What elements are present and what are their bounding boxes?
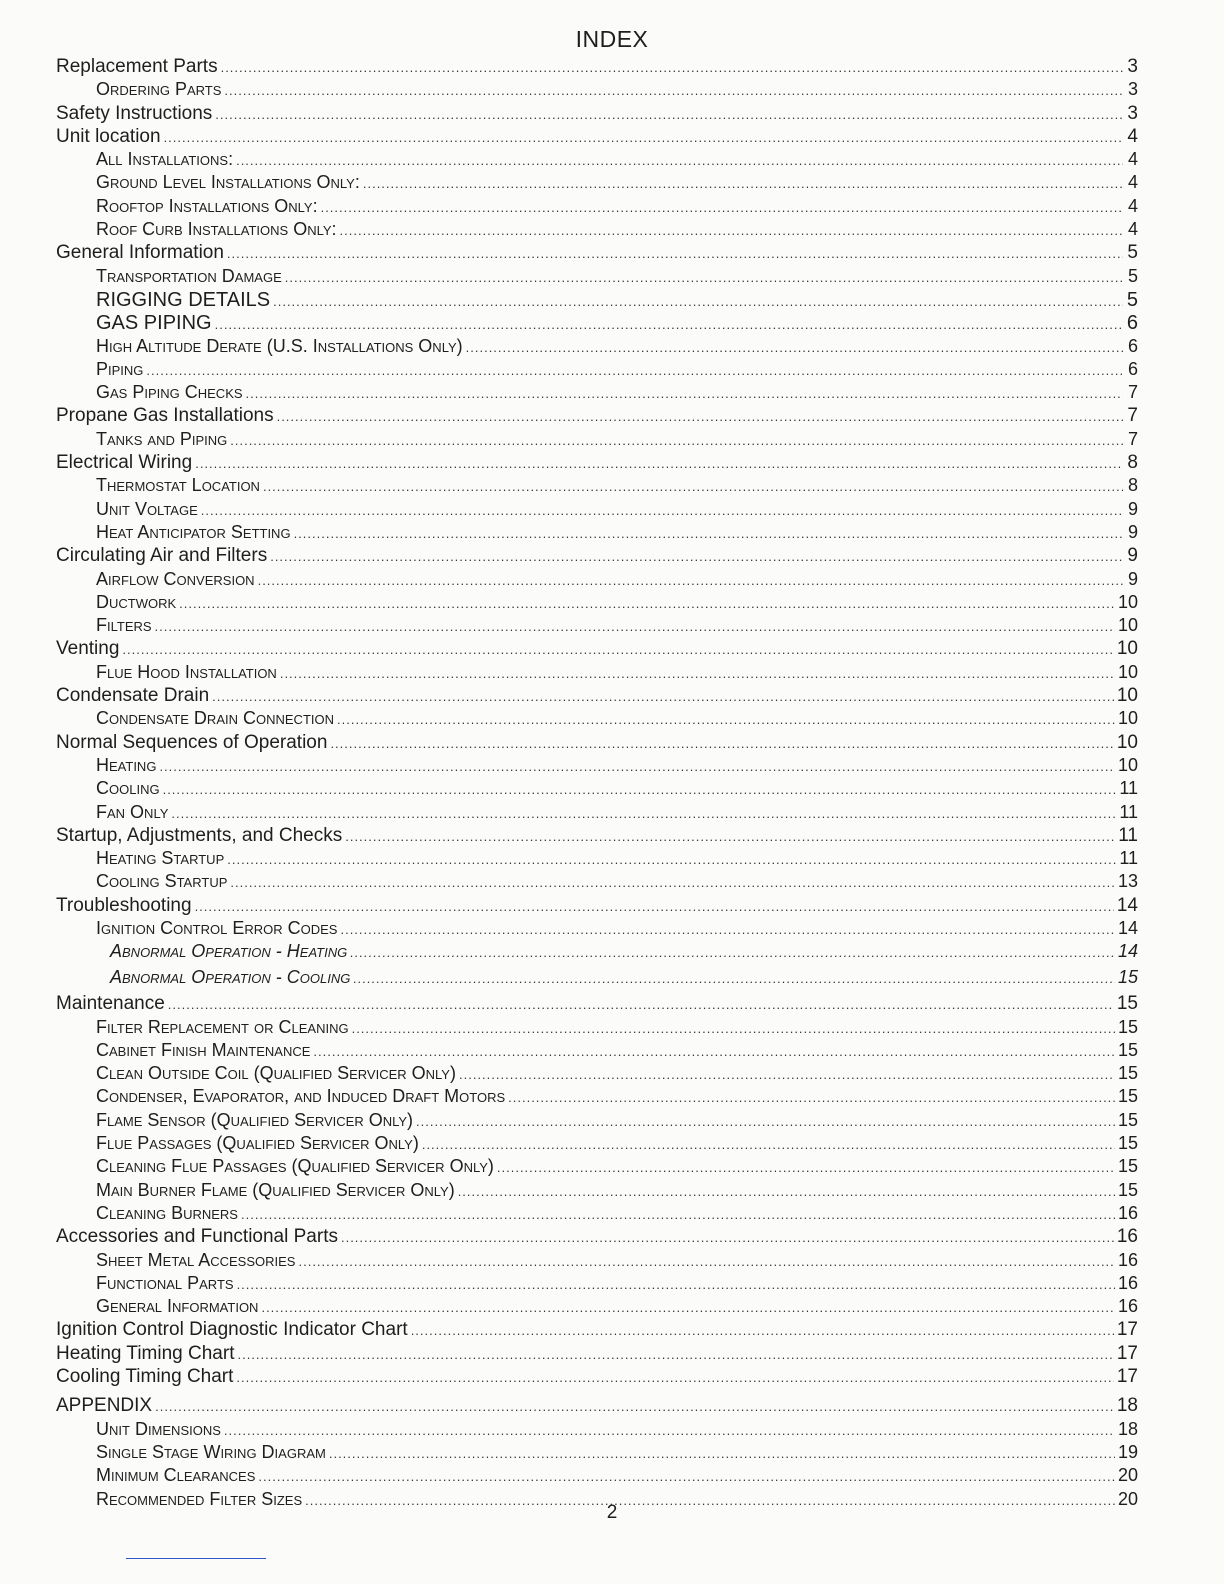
toc-entry-label: Fan Only [96, 801, 169, 822]
toc-entry-page: 9 [1127, 498, 1138, 519]
toc-entry[interactable] [56, 382, 1138, 405]
dot-leader [224, 83, 1123, 98]
toc-entry-label: Cleaning Flue Passages (Qualified Servicer Only) [96, 1156, 494, 1177]
dot-leader [277, 409, 1123, 424]
toc-entry[interactable] [56, 941, 1138, 967]
dot-leader [230, 433, 1123, 448]
toc-entry-page: 6 [1126, 312, 1138, 335]
toc-entry[interactable] [56, 1017, 1138, 1040]
toc-entry-page: 15 [1117, 1016, 1138, 1037]
toc-entry-page: 14 [1116, 894, 1138, 916]
toc-entry[interactable] [56, 1419, 1138, 1442]
toc-entry[interactable] [56, 1465, 1138, 1488]
toc-entry-page: 15 [1117, 967, 1138, 988]
toc-entry-label: Startup, Adjustments, and Checks [56, 824, 343, 846]
toc-entry[interactable] [56, 1343, 1138, 1366]
toc-entry[interactable] [56, 1273, 1138, 1296]
toc-entry[interactable] [56, 1319, 1138, 1342]
toc-entry[interactable] [56, 1442, 1138, 1465]
toc-entry[interactable] [56, 475, 1138, 498]
toc-entry[interactable] [56, 1180, 1138, 1203]
toc-entry-label: Electrical Wiring [56, 452, 193, 474]
toc-entry-page: 17 [1116, 1342, 1138, 1364]
toc-entry-page: 15 [1117, 1179, 1138, 1200]
toc-entry-label: Unit location [56, 125, 161, 147]
dot-leader [163, 782, 1117, 797]
toc-entry-label: Abnormal Operation - Cooling [110, 967, 351, 988]
toc-entry-page: 8 [1127, 452, 1138, 474]
toc-entry-page: 5 [1127, 242, 1138, 264]
dot-leader [411, 1323, 1114, 1338]
toc-entry[interactable] [56, 802, 1138, 825]
toc-entry[interactable] [56, 1133, 1138, 1156]
dot-leader [352, 1021, 1115, 1036]
dot-leader [221, 60, 1123, 75]
toc-entry-label: Unit Voltage [96, 498, 198, 519]
toc-entry-page: 4 [1127, 219, 1138, 240]
dot-leader [422, 1137, 1115, 1152]
dot-leader [280, 666, 1115, 681]
toc-entry-page: 18 [1116, 1395, 1138, 1417]
dot-leader [215, 317, 1123, 332]
dot-leader [329, 1446, 1115, 1461]
dot-leader [155, 1399, 1114, 1414]
dot-leader [224, 1423, 1115, 1438]
dot-leader [168, 997, 1114, 1012]
toc-entry-label: Sheet Metal Accessories [96, 1249, 296, 1270]
dot-leader [321, 200, 1123, 215]
dot-leader [416, 1114, 1115, 1129]
toc-entry[interactable] [56, 1250, 1138, 1273]
toc-entry[interactable] [56, 755, 1138, 778]
toc-entry-label: Maintenance [56, 993, 165, 1015]
dot-leader [341, 1230, 1114, 1245]
toc-entry-page: 8 [1127, 475, 1138, 496]
toc-entry-page: 17 [1116, 1366, 1138, 1388]
toc-entry[interactable] [56, 1203, 1138, 1226]
toc-entry-label: Venting [56, 638, 120, 660]
toc-entry-page: 16 [1117, 1202, 1138, 1223]
dot-leader [171, 806, 1116, 821]
toc-entry[interactable] [56, 405, 1138, 428]
toc-entry-label: Cooling Startup [96, 871, 228, 892]
toc-entry-page: 7 [1127, 428, 1138, 449]
dot-leader [294, 526, 1123, 541]
toc-entry-page: 3 [1127, 79, 1138, 100]
toc-entry[interactable] [56, 452, 1138, 475]
dot-leader [212, 689, 1114, 704]
toc-entry-label: Flue Passages (Qualified Servicer Only) [96, 1133, 419, 1154]
dot-leader [122, 642, 1113, 657]
toc-entry-label: Clean Outside Coil (Qualified Servicer Only) [96, 1063, 456, 1084]
toc-entry-label: Safety Instructions [56, 102, 213, 124]
toc-entry-label: Abnormal Operation - Heating [110, 941, 348, 962]
toc-entry-page: 15 [1117, 1039, 1138, 1060]
toc-entry-page: 18 [1117, 1418, 1138, 1439]
toc-entry[interactable] [56, 336, 1138, 359]
toc-entry-page: 11 [1119, 848, 1138, 869]
toc-entry-page: 10 [1116, 731, 1138, 753]
toc-entry-page: 15 [1117, 1156, 1138, 1177]
toc-entry[interactable] [56, 545, 1138, 568]
toc-entry-label: GAS PIPING [96, 312, 212, 335]
page-number: 2 [606, 1502, 618, 1523]
toc-entry[interactable] [56, 825, 1138, 848]
scan-edge-line [126, 1558, 266, 1559]
dot-leader [270, 549, 1123, 564]
toc-entry[interactable] [56, 871, 1138, 894]
dot-leader [236, 1370, 1113, 1385]
dot-leader [236, 153, 1123, 168]
dot-leader [363, 176, 1123, 191]
dot-leader [246, 386, 1123, 401]
toc-entry[interactable] [56, 126, 1138, 149]
toc-entry-page: 10 [1116, 685, 1138, 707]
toc-entry-label: Unit Dimensions [96, 1418, 221, 1439]
toc-entry-page: 14 [1117, 917, 1138, 938]
dot-leader [458, 1184, 1115, 1199]
toc-entry-page: 5 [1127, 265, 1138, 286]
dot-leader [155, 619, 1115, 634]
toc-entry-label: General Information [96, 1296, 259, 1317]
dot-leader [258, 573, 1123, 588]
dot-leader [508, 1090, 1115, 1105]
toc-entry[interactable] [56, 848, 1138, 871]
toc-entry-label: Ground Level Installations Only: [96, 172, 360, 193]
dot-leader [227, 246, 1123, 261]
toc-entry[interactable] [56, 1086, 1138, 1109]
toc-entry[interactable] [56, 56, 1138, 79]
toc-entry-page: 10 [1117, 754, 1138, 775]
toc-entry[interactable] [56, 685, 1138, 708]
toc-entry-page: 20 [1117, 1488, 1138, 1509]
toc-entry[interactable] [56, 79, 1138, 102]
toc-entry-label: Recommended Filter Sizes [96, 1488, 303, 1509]
toc-entry-label: All Installations: [96, 149, 234, 170]
toc-entry-label: Filter Replacement or Cleaning [96, 1016, 349, 1037]
toc-entry-label: Main Burner Flame (Qualified Servicer Only) [96, 1179, 455, 1200]
toc-entry[interactable] [56, 778, 1138, 801]
toc-entry-page: 13 [1117, 871, 1138, 892]
toc-entry-page: 15 [1116, 993, 1138, 1015]
toc-entry-label: Gas Piping Checks [96, 382, 243, 403]
toc-entry-label: Troubleshooting [56, 894, 192, 916]
toc-entry-page: 19 [1117, 1441, 1138, 1462]
toc-entry-page: 7 [1127, 382, 1138, 403]
toc-entry-page: 14 [1117, 941, 1138, 962]
dot-leader [237, 1277, 1115, 1292]
toc-entry[interactable] [56, 1395, 1138, 1418]
toc-entry-label: Heating [96, 754, 157, 775]
toc-entry-page: 10 [1117, 591, 1138, 612]
toc-entry-label: RIGGING DETAILS [96, 288, 271, 311]
toc-entry-page: 4 [1127, 125, 1138, 147]
toc-entry[interactable] [56, 1110, 1138, 1133]
toc-entry-label: Heat Anticipator Setting [96, 521, 291, 542]
toc-entry-label: Heating Startup [96, 848, 225, 869]
toc-entry-page: 9 [1127, 568, 1138, 589]
toc-entry[interactable] [56, 149, 1138, 172]
toc-entry[interactable] [56, 103, 1138, 126]
toc-entry[interactable] [56, 312, 1138, 335]
dot-leader [263, 479, 1123, 494]
toc-entry-page: 16 [1117, 1296, 1138, 1317]
toc-entry-label: Transportation Damage [96, 265, 282, 286]
toc-entry-page: 15 [1117, 1109, 1138, 1130]
toc-entry-label: Single Stage Wiring Diagram [96, 1441, 326, 1462]
toc-entry[interactable] [56, 172, 1138, 195]
toc-entry[interactable] [56, 967, 1138, 993]
toc-entry-label: Cleaning Burners [96, 1202, 238, 1223]
dot-leader [179, 596, 1115, 611]
toc-entry-label: Cooling Timing Chart [56, 1366, 234, 1388]
toc-entry-page: 10 [1117, 708, 1138, 729]
toc-entry-label: Condensate Drain Connection [96, 708, 334, 729]
toc-entry[interactable] [56, 662, 1138, 685]
toc-entry-page: 11 [1118, 824, 1138, 846]
dot-leader [227, 852, 1116, 867]
toc-entry-page: 9 [1127, 521, 1138, 542]
toc-entry[interactable] [56, 266, 1138, 289]
toc-entry-page: 17 [1116, 1319, 1138, 1341]
toc-entry-label: Airflow Conversion [96, 568, 255, 589]
toc-entry-label: Flame Sensor (Qualified Servicer Only) [96, 1109, 414, 1130]
toc-entry-label: Replacement Parts [56, 56, 218, 77]
dot-leader [285, 270, 1123, 285]
toc-entry[interactable] [56, 895, 1138, 918]
toc-entry-page: 10 [1117, 661, 1138, 682]
toc-entry-label: Cabinet Finish Maintenance [96, 1039, 311, 1060]
toc-entry-page: 4 [1127, 149, 1138, 170]
toc-entry[interactable] [56, 638, 1138, 661]
toc-entry-page: 10 [1116, 638, 1138, 660]
toc-entry-page: 3 [1127, 56, 1138, 77]
toc-entry-label: Propane Gas Installations [56, 405, 274, 427]
toc-entry-label: Accessories and Functional Parts [56, 1226, 338, 1248]
dot-leader [201, 503, 1123, 518]
dot-leader [258, 1469, 1115, 1484]
toc-entry-label: Condenser, Evaporator, and Induced Draft Motors [96, 1086, 506, 1107]
toc-entry-page: 7 [1127, 405, 1138, 427]
toc-entry[interactable] [56, 1040, 1138, 1063]
toc-entry-label: Flue Hood Installation [96, 661, 277, 682]
dot-leader [350, 945, 1115, 960]
dot-leader [466, 340, 1123, 355]
toc-entry-page: 20 [1117, 1465, 1138, 1486]
toc-entry-label: Filters [96, 615, 152, 636]
toc-entry[interactable] [56, 615, 1138, 638]
toc-entry-label: General Information [56, 242, 224, 264]
toc-entry-page: 3 [1127, 102, 1138, 124]
toc-entry[interactable] [56, 289, 1138, 312]
toc-entry[interactable] [56, 569, 1138, 592]
dot-leader [340, 922, 1115, 937]
dot-leader [237, 1347, 1113, 1362]
dot-leader [345, 829, 1115, 844]
toc-entry[interactable] [56, 429, 1138, 452]
toc-entry[interactable] [56, 522, 1138, 545]
toc-entry[interactable] [56, 1366, 1138, 1389]
dot-leader [497, 1160, 1115, 1175]
toc-entry-label: Minimum Clearances [96, 1465, 256, 1486]
toc-entry-label: Circulating Air and Filters [56, 545, 268, 567]
dot-leader [337, 712, 1115, 727]
dot-leader [195, 456, 1123, 471]
toc-entry[interactable] [56, 732, 1138, 755]
toc-entry[interactable] [56, 708, 1138, 731]
dot-leader [313, 1044, 1115, 1059]
toc-entry-page: 11 [1119, 801, 1138, 822]
toc-entry-page: 6 [1127, 358, 1138, 379]
dot-leader [298, 1254, 1114, 1269]
dot-leader [164, 130, 1123, 145]
dot-leader [241, 1207, 1115, 1222]
toc-entry[interactable] [56, 1296, 1138, 1319]
toc-entry[interactable] [56, 219, 1138, 242]
toc-entry[interactable] [56, 993, 1138, 1016]
toc-entry-page: 5 [1126, 288, 1138, 311]
dot-leader [353, 971, 1115, 986]
toc-entry-label: Ductwork [96, 591, 177, 612]
toc-entry-label: Thermostat Location [96, 475, 260, 496]
toc-entry-label: Roof Curb Installations Only: [96, 219, 337, 240]
dot-leader [159, 759, 1115, 774]
toc-entry-label: High Altitude Derate (U.S. Installations Only) [96, 335, 463, 356]
toc-entry-label: Normal Sequences of Operation [56, 731, 328, 753]
toc-entry-label: Piping [96, 358, 144, 379]
toc-entry-label: Functional Parts [96, 1272, 234, 1293]
toc-entry[interactable] [56, 242, 1138, 265]
toc-entry[interactable] [56, 499, 1138, 522]
toc-entry[interactable] [56, 1226, 1138, 1249]
toc-entry-page: 9 [1127, 545, 1138, 567]
toc-entry-label: Tanks and Piping [96, 428, 228, 449]
dot-leader [330, 736, 1113, 751]
toc-entry[interactable] [56, 1063, 1138, 1086]
toc-entry-label: APPENDIX [56, 1395, 153, 1417]
table-of-contents [56, 56, 1138, 1512]
toc-entry-page: 10 [1117, 615, 1138, 636]
dot-leader [340, 223, 1123, 238]
toc-entry-page: 16 [1116, 1226, 1138, 1248]
dot-leader [215, 107, 1123, 122]
toc-entry-page: 4 [1127, 195, 1138, 216]
toc-entry-page: 4 [1127, 172, 1138, 193]
toc-entry[interactable] [56, 1156, 1138, 1179]
dot-leader [230, 875, 1115, 890]
toc-entry-page: 11 [1119, 778, 1138, 799]
toc-entry-page: 15 [1117, 1086, 1138, 1107]
toc-entry-label: Heating Timing Chart [56, 1342, 235, 1364]
page-title: INDEX [575, 26, 649, 52]
toc-entry-label: Cooling [96, 778, 160, 799]
toc-entry-label: Rooftop Installations Only: [96, 195, 318, 216]
dot-leader [273, 294, 1123, 309]
toc-entry[interactable] [56, 196, 1138, 219]
toc-entry-page: 16 [1117, 1272, 1138, 1293]
toc-entry-label: Ignition Control Diagnostic Indicator Chart [56, 1319, 408, 1341]
toc-entry-page: 15 [1117, 1133, 1138, 1154]
toc-entry-page: 16 [1117, 1249, 1138, 1270]
dot-leader [459, 1067, 1115, 1082]
toc-entry-label: Ordering Parts [96, 79, 222, 100]
toc-entry-label: Ignition Control Error Codes [96, 917, 338, 938]
dot-leader [261, 1300, 1115, 1315]
toc-entry-page: 15 [1117, 1063, 1138, 1084]
toc-entry[interactable] [56, 918, 1138, 941]
dot-leader [195, 899, 1114, 914]
toc-entry-label: Condensate Drain [56, 685, 210, 707]
toc-entry-page: 6 [1127, 335, 1138, 356]
toc-entry[interactable] [56, 359, 1138, 382]
toc-entry[interactable] [56, 592, 1138, 615]
dot-leader [146, 363, 1123, 378]
